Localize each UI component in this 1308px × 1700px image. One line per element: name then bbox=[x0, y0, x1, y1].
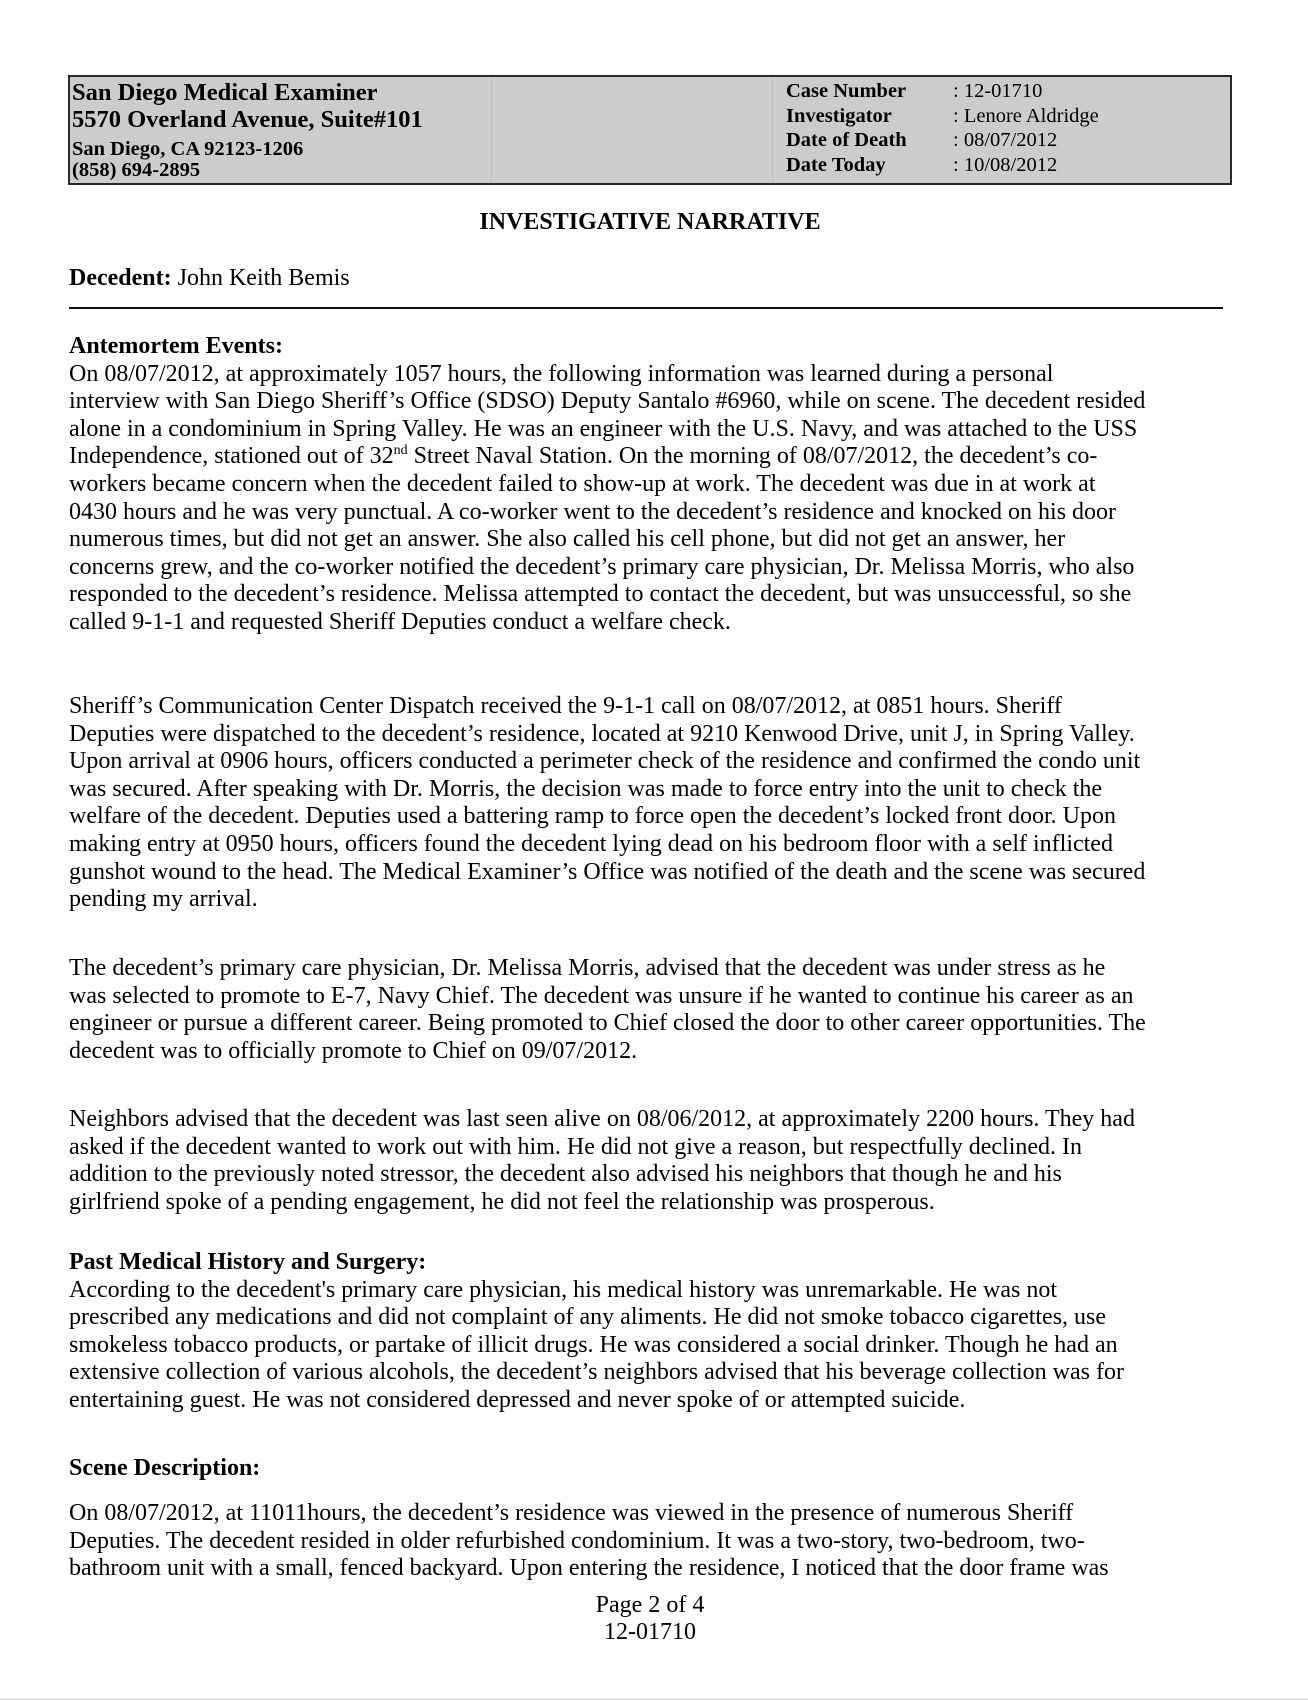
header-spacer bbox=[492, 77, 773, 183]
meta-label: Case Number bbox=[786, 80, 907, 102]
text-line: alone in a condominium in Spring Valley. He was an engineer with the U.S. Navy, and was attached to the USS bbox=[69, 415, 1138, 442]
organization-phone: (858) 694-2895 bbox=[72, 159, 201, 181]
meta-label: Date Today bbox=[786, 153, 886, 176]
text-line: decedent was to officially promote to Chief on 09/07/2012. bbox=[69, 1037, 638, 1064]
meta-label: Date of Death bbox=[786, 129, 907, 151]
text-line bbox=[69, 443, 1241, 471]
text-line: numerous times, but did not get an answer. She also called his cell phone, but did not get an answer, her bbox=[69, 526, 1066, 553]
ordinal-suffix: nd bbox=[393, 443, 408, 459]
text-line: prescribed any medications and did not complaint of any aliments. He did not smoke tobacco cigarettes, use bbox=[69, 1304, 1107, 1331]
text-line: addition to the previously noted stressor, the decedent also advised his neighbors that though he and his bbox=[69, 1161, 1062, 1188]
text-line: welfare of the decedent. Deputies used a battering ramp to force open the decedent’s locked front door. Upon bbox=[69, 803, 1116, 830]
text-line: Sheriff’s Communication Center Dispatch received the 9-1-1 call on 08/07/2012, at 0851 hours. Sheriff bbox=[69, 693, 1062, 719]
text-line: bathroom unit with a small, fenced backyard. Upon entering the residence, I noticed that the door frame was bbox=[69, 1555, 1109, 1582]
decedent-label: Decedent: bbox=[69, 265, 172, 291]
section-medical-history bbox=[69, 1249, 1241, 1415]
text-line: entertaining guest. He was not considered depressed and never spoke of or attempted suicide. bbox=[69, 1386, 966, 1413]
section-scene-heading bbox=[69, 1455, 1241, 1483]
text-line: 0430 hours and he was very punctual. A co-worker went to the decedent’s residence and knocked on his door bbox=[69, 498, 1117, 525]
meta-value: : Lenore Aldridge bbox=[953, 104, 1099, 127]
footer-case-number: 12-01710 bbox=[604, 1619, 696, 1645]
text-line: asked if the decedent wanted to work out with him. He did not give a reason, but respectfully declined. In bbox=[69, 1133, 1083, 1160]
text-line: On 08/07/2012, at 11011hours, the decedent’s residence was viewed in the presence of numerous Sheriff bbox=[69, 1500, 1074, 1526]
text-line: called 9-1-1 and requested Sheriff Deputies conduct a welfare check. bbox=[69, 608, 731, 635]
case-meta-block bbox=[773, 77, 1230, 183]
text-line: pending my arrival. bbox=[69, 886, 258, 913]
text-line: Deputies. The decedent resided in older refurbished condominium. It was a two-story, two-bedroom, two- bbox=[69, 1527, 1085, 1554]
text-segment: Street Naval Station. On the morning of 08/07/2012, the decedent’s co- bbox=[407, 443, 1098, 470]
text-line: making entry at 0950 hours, officers found the decedent lying dead on his bedroom floor with a self inflicted bbox=[69, 830, 1113, 857]
paragraph-neighbors bbox=[69, 1106, 1241, 1216]
text-line: concerns grew, and the co-worker notified the decedent’s primary care physician, Dr. Melissa Morris, who also bbox=[69, 553, 1135, 580]
section-heading: Antemortem Events: bbox=[69, 333, 283, 359]
text-line: workers became concern when the decedent failed to show-up at work. The decedent was due in at work at bbox=[69, 470, 1096, 497]
section-heading: Scene Description: bbox=[69, 1455, 261, 1481]
decedent-line bbox=[69, 264, 350, 292]
text-line: interview with San Diego Sheriff’s Office (SDSO) Deputy Santalo #6960, while on scene. The decedent resided bbox=[69, 388, 1146, 415]
text-line: extensive collection of various alcohols, the decedent’s neighbors advised that his beverage collection was for bbox=[69, 1359, 1124, 1386]
paragraph-dispatch bbox=[69, 693, 1241, 914]
text-line: On 08/07/2012, at approximately 1057 hours, the following information was learned during a personal bbox=[69, 360, 1054, 387]
text-segment: Independence, stationed out of 32 bbox=[69, 443, 394, 470]
section-scene bbox=[69, 1500, 1241, 1583]
meta-value: : 12-01710 bbox=[953, 80, 1043, 102]
organization-address: 5570 Overland Avenue, Suite#101 bbox=[72, 106, 423, 133]
meta-investigator bbox=[786, 104, 1230, 129]
meta-label: Investigator bbox=[786, 104, 892, 127]
meta-date-today bbox=[786, 153, 1230, 178]
text-line: engineer or pursue a different career. Being promoted to Chief closed the door to other career opportunities. The bbox=[69, 1010, 1146, 1037]
text-line: The decedent’s primary care physician, Dr. Melissa Morris, advised that the decedent was under stress as he bbox=[69, 955, 1106, 981]
horizontal-rule bbox=[69, 307, 1223, 309]
meta-date-of-death bbox=[786, 128, 1230, 153]
text-line: smokeless tobacco products, or partake of illicit drugs. He was considered a social drinker. Though he had an bbox=[69, 1331, 1118, 1358]
page-footer bbox=[0, 1592, 1308, 1646]
organization-city: San Diego, CA 92123-1206 bbox=[72, 138, 304, 160]
section-antemortem bbox=[69, 333, 1241, 637]
text-line: Neighbors advised that the decedent was last seen alive on 08/06/2012, at approximately 2200 hours. They had bbox=[69, 1106, 1135, 1132]
meta-value: : 10/08/2012 bbox=[953, 153, 1058, 176]
decedent-name: John Keith Bemis bbox=[177, 265, 350, 291]
organization-name: San Diego Medical Examiner bbox=[72, 79, 378, 106]
text-line: responded to the decedent’s residence. Melissa attempted to contact the decedent, but was unsuccessful, so she bbox=[69, 581, 1132, 608]
text-line: According to the decedent's primary care physician, his medical history was unremarkable. He was not bbox=[69, 1276, 1057, 1303]
text-line: girlfriend spoke of a pending engagement, he did not feel the relationship was prosperous. bbox=[69, 1188, 935, 1215]
organization-block bbox=[70, 77, 492, 183]
text-line: Deputies were dispatched to the decedent’s residence, located at 9210 Kenwood Drive, unit J, in Spring Valley. bbox=[69, 720, 1135, 747]
meta-value: : 08/07/2012 bbox=[953, 129, 1058, 151]
paragraph-physician bbox=[69, 955, 1241, 1065]
header-box bbox=[68, 75, 1232, 185]
meta-case-number bbox=[786, 79, 1230, 104]
text-line: was secured. After speaking with Dr. Morris, the decision was made to force entry into the unit to check the bbox=[69, 775, 1103, 802]
document-title: INVESTIGATIVE NARRATIVE bbox=[479, 209, 821, 235]
page-number: Page 2 of 4 bbox=[595, 1592, 705, 1618]
text-line: Upon arrival at 0906 hours, officers conducted a perimeter check of the residence and confirmed the condo unit bbox=[69, 748, 1141, 775]
text-line: gunshot wound to the head. The Medical Examiner’s Office was notified of the death and the scene was secured bbox=[69, 858, 1146, 885]
text-line: was selected to promote to E-7, Navy Chief. The decedent was unsure if he wanted to continue his career as an bbox=[69, 982, 1134, 1009]
section-heading: Past Medical History and Surgery: bbox=[69, 1249, 427, 1275]
